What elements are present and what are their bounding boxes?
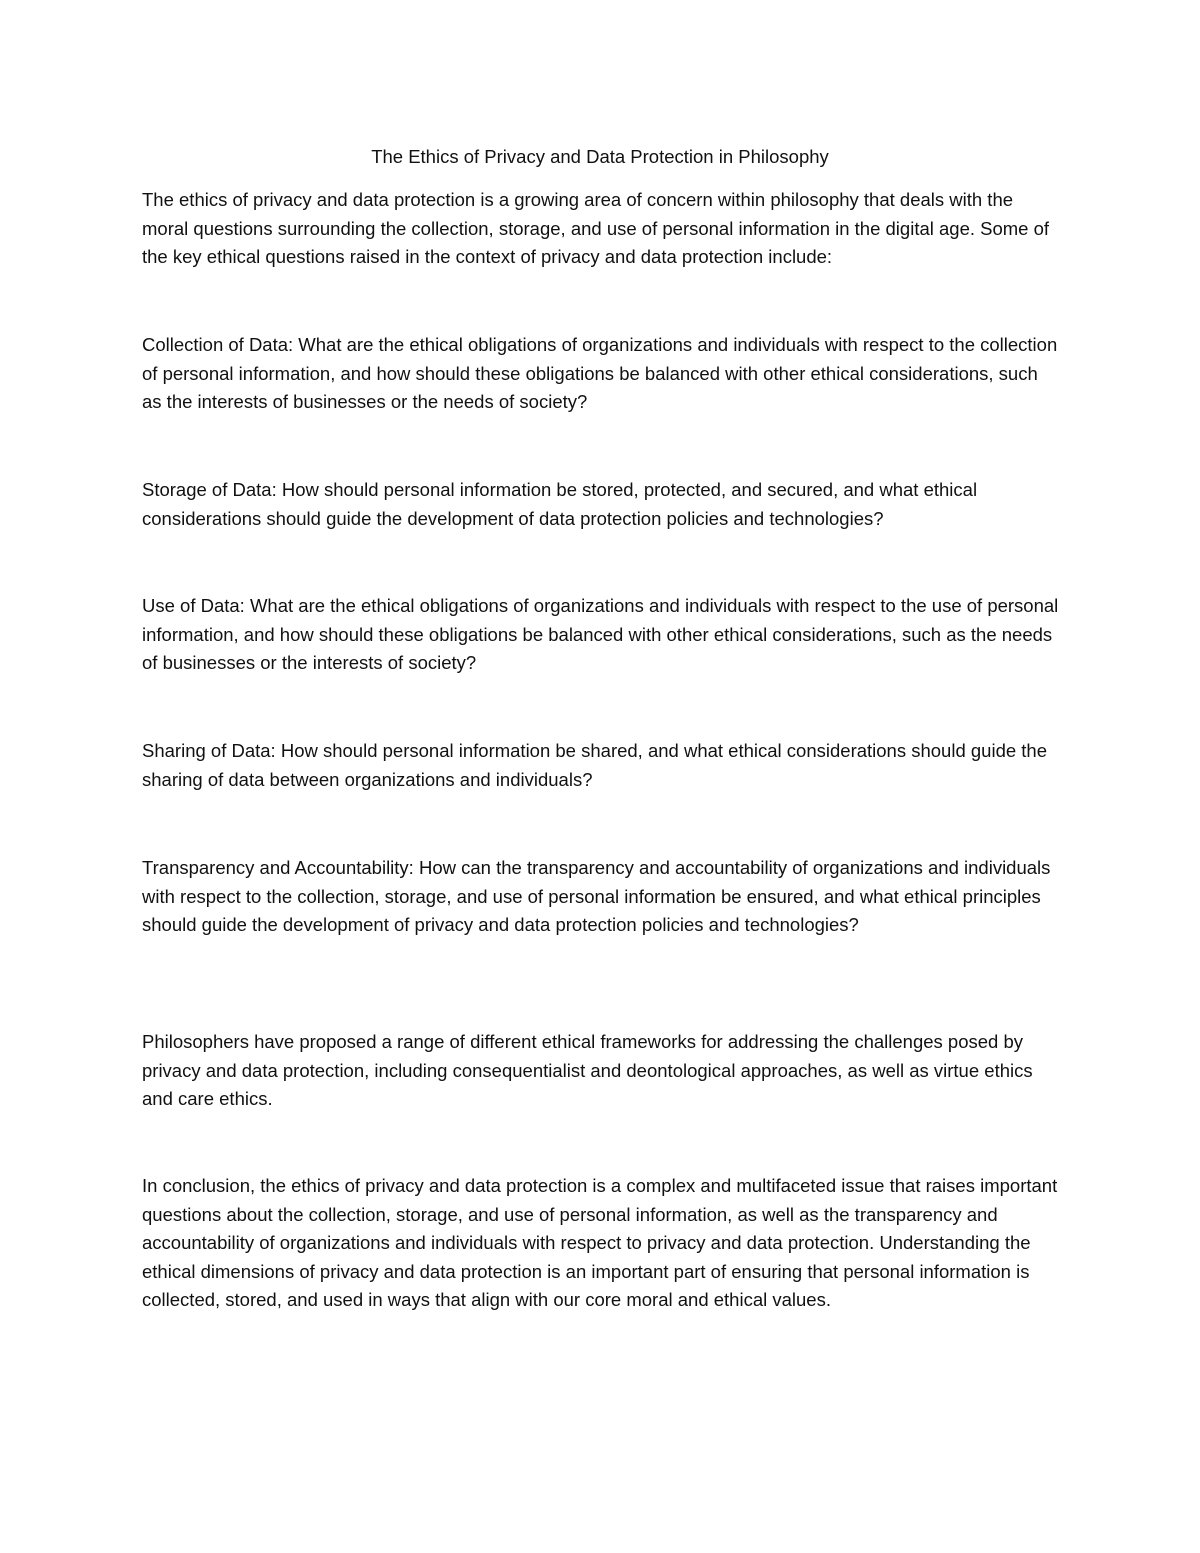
paragraph-storage-of-data: Storage of Data: How should personal information be stored, protected, and secured, and what ethical considerations should guide the development of data protection policies and technologies? [142,479,978,529]
paragraph-intro: The ethics of privacy and data protection is a growing area of concern within philosophy that deals with the moral questions surrounding the collection, storage, and use of personal information in the digital age. Some of the key ethical questions raised in the context of privacy and data protection include: [142,189,1050,267]
paragraph-collection-of-data: Collection of Data: What are the ethical obligations of organizations and individuals with respect to the collection of personal information, and how should these obligations be balanced with other ethical considerations, such as the interests of businesses or the needs of society? [142,334,1058,412]
paragraph-sharing-of-data: Sharing of Data: How should personal information be shared, and what ethical considerations should guide the sharing of data between organizations and individuals? [142,740,1048,790]
paragraph-transparency-accountability: Transparency and Accountability: How can the transparency and accountability of organizations and individuals with respect to the collection, storage, and use of personal information be ensured, and what ethical principles should guide the development of privacy and data protection policies and technologies? [142,857,1051,935]
paragraph-philosophers: Philosophers have proposed a range of different ethical frameworks for addressing the challenges posed by privacy and data protection, including consequentialist and deontological approaches, as well as virtue ethics and care ethics. [142,1031,1033,1109]
paragraph-conclusion: In conclusion, the ethics of privacy and data protection is a complex and multifaceted issue that raises important questions about the collection, storage, and use of personal information, as well as the transparency and accountability of organizations and individuals with respect to privacy and data protection. Understanding the ethical dimensions of privacy and data protection is an important part of ensuring that personal information is collected, stored, and used in ways that align with our core moral and ethical values. [142,1175,1058,1310]
document-title: The Ethics of Privacy and Data Protection in Philosophy [371,146,829,167]
paragraph-use-of-data: Use of Data: What are the ethical obligations of organizations and individuals with respect to the use of personal information, and how should these obligations be balanced with other ethical considerations, such as the needs of businesses or the interests of society? [142,595,1059,673]
